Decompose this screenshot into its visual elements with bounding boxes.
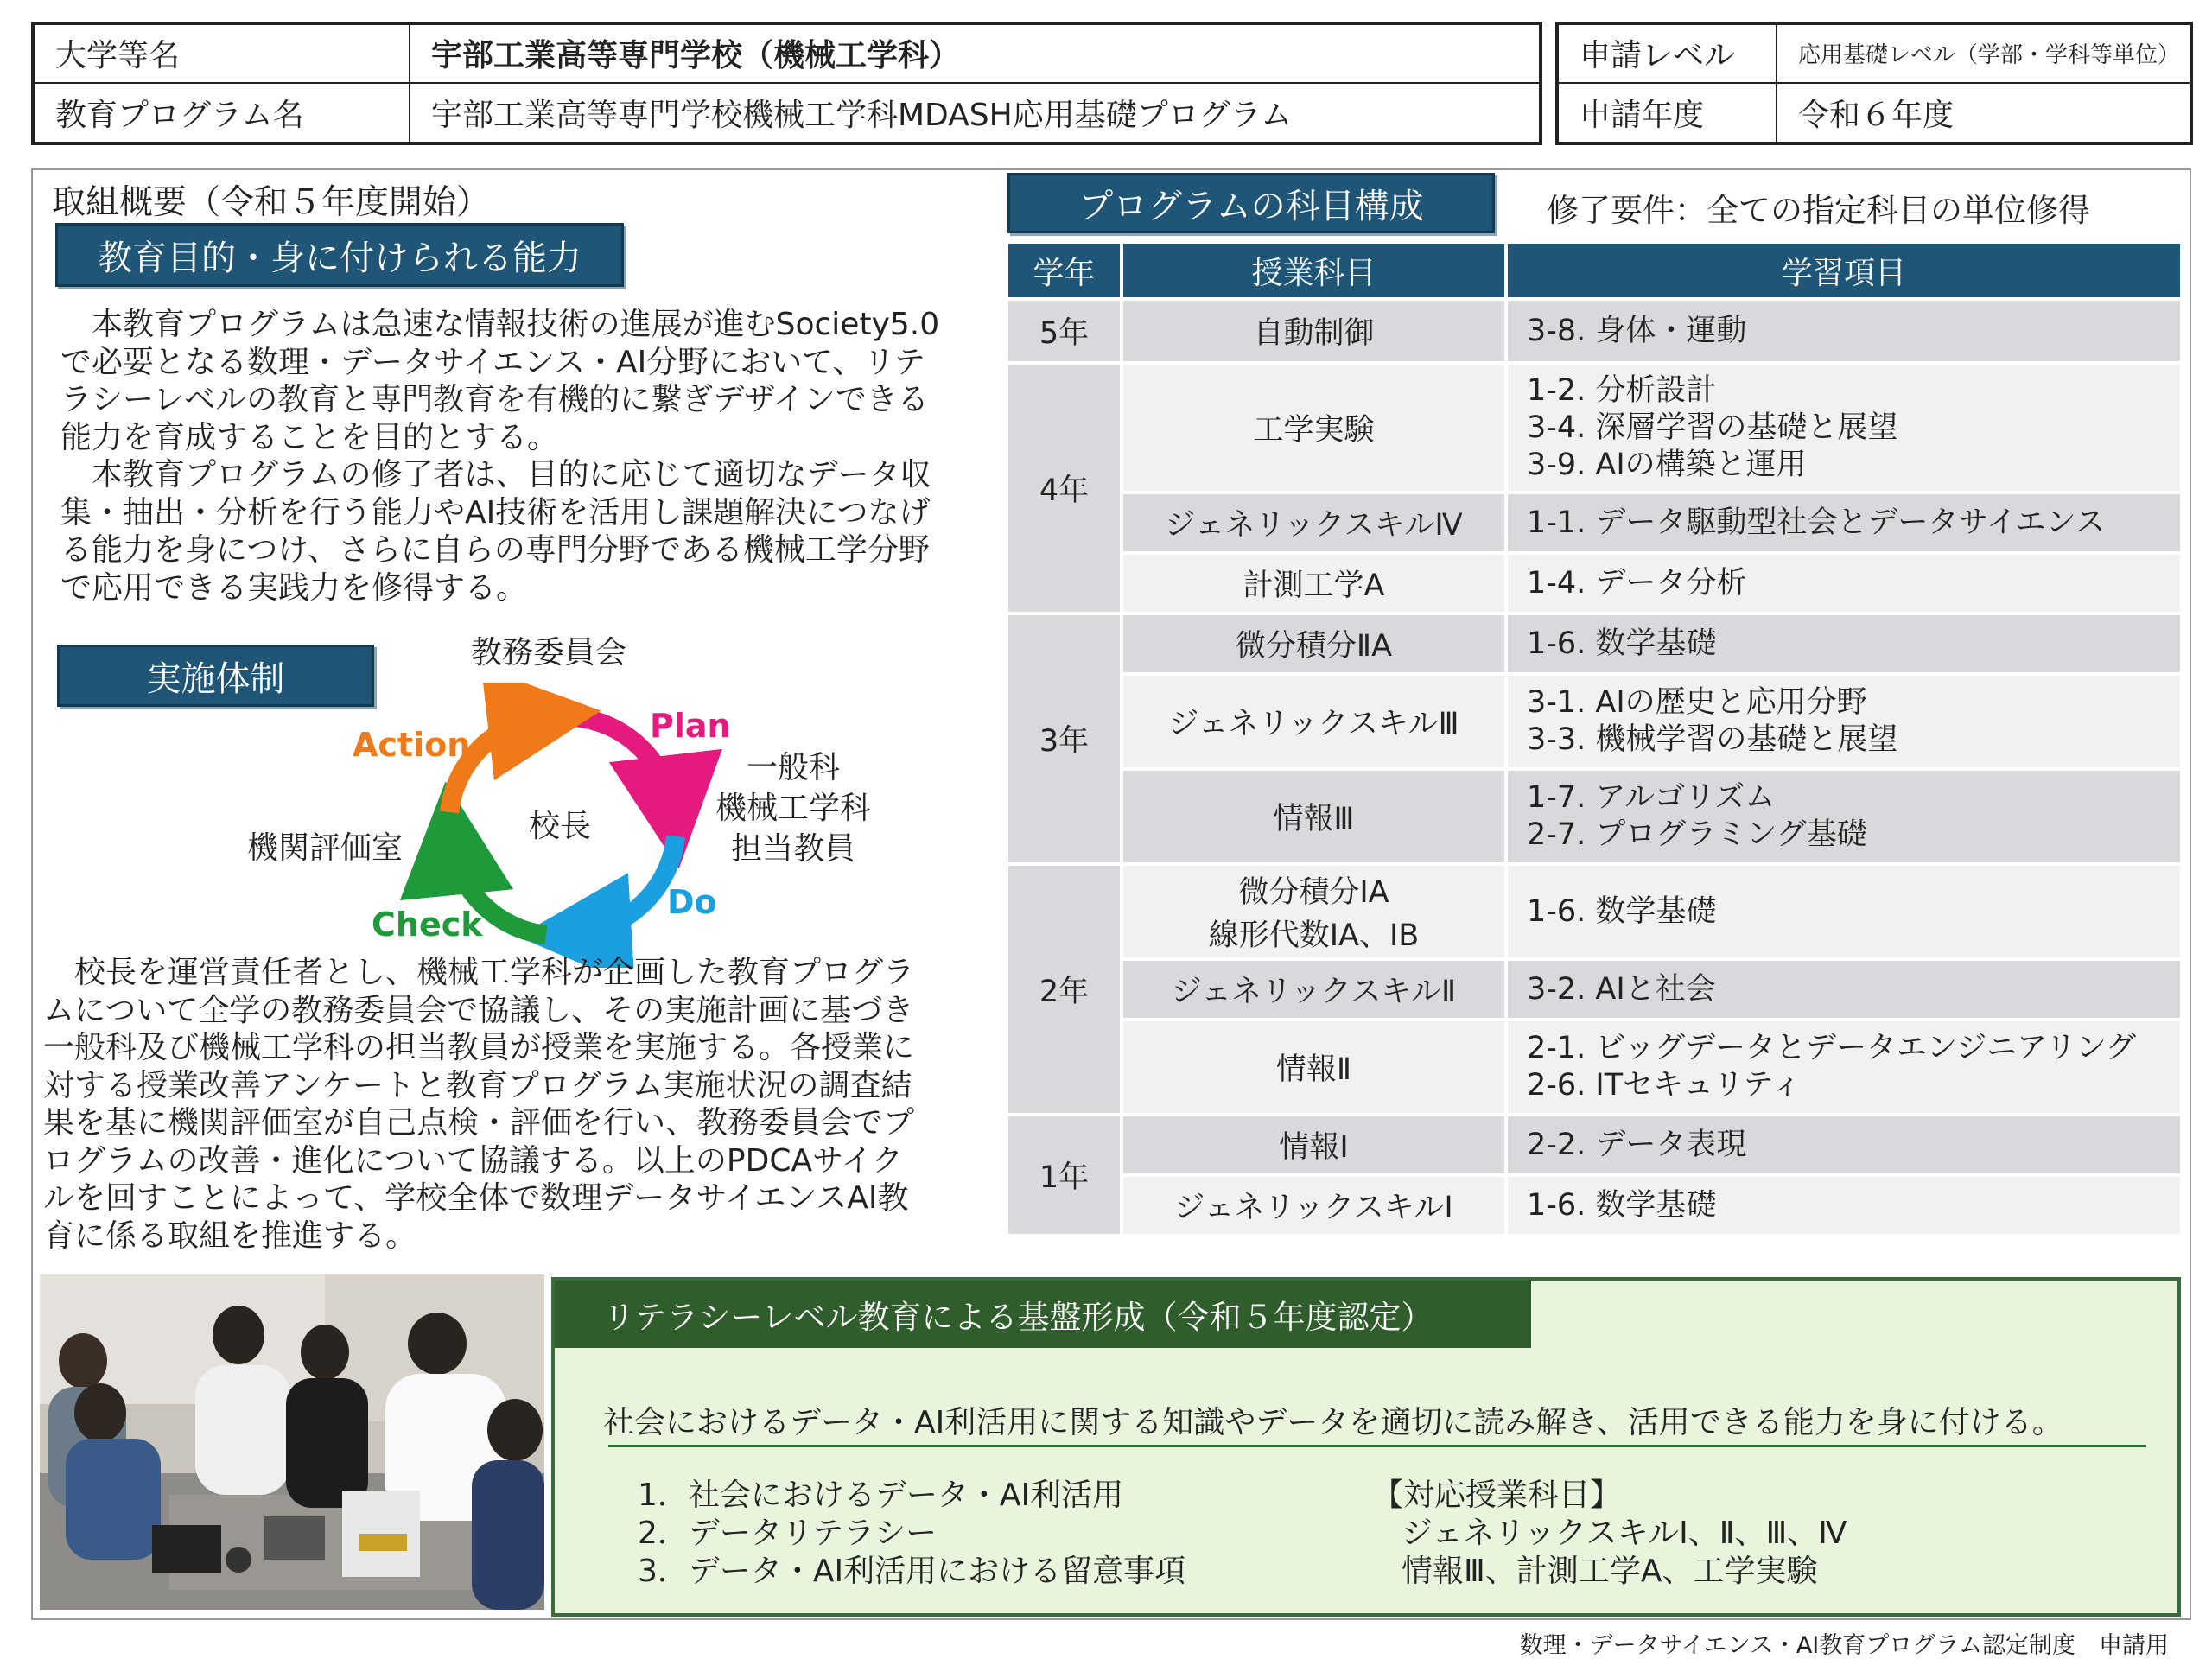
subject-name: ジェネリックスキルⅠ — [1174, 1191, 1453, 1225]
learning-items-cell — [1506, 299, 2182, 363]
learning-item: 3-8. 身体・運動 — [1527, 313, 1747, 348]
subject-cell — [1122, 493, 1506, 553]
header-application-table — [1555, 22, 2193, 145]
year-value: 令和６年度 — [1798, 97, 1955, 133]
students-photo — [40, 1274, 544, 1610]
system-paragraph — [43, 954, 976, 1255]
purpose-line: 集・抽出・分析を行う能力やAI技術を活用し課題解決につなげ — [60, 494, 931, 531]
subject-name: ジェネリックスキルⅣ — [1165, 508, 1463, 543]
learning-item: 1-6. 数学基礎 — [1527, 1187, 1717, 1223]
subject-cell — [1122, 959, 1506, 1020]
pdca-left-label: 機関評価室 — [247, 830, 404, 866]
col-header-year: 学年 — [1007, 242, 1122, 299]
purpose-line: で必要となる数理・データサイエンス・AI分野において、リテ — [60, 344, 925, 380]
purpose-tag: 教育目的・身に付けられる能力 — [55, 223, 624, 287]
subject-cell — [1122, 299, 1506, 363]
literacy-courses-title: 【対応授業科目】 — [1372, 1478, 1622, 1513]
literacy-item-1: 1．社会におけるデータ・AI利活用 — [638, 1478, 1124, 1513]
literacy-tag: リテラシーレベル教育による基盤形成（令和５年度認定） — [555, 1281, 1531, 1348]
year-cell: 3年 — [1007, 613, 1122, 864]
system-line: ムについて全学の教務委員会で協議し、その実施計画に基づき — [43, 992, 914, 1028]
course-table-header — [1007, 242, 2182, 299]
subject-cell — [1122, 769, 1506, 864]
literacy-item-2: 2．データリテラシー — [638, 1516, 938, 1551]
subject-name: ジェネリックスキルⅡ — [1171, 975, 1457, 1009]
learning-item: 2-6. ITセキュリティ — [1527, 1068, 1802, 1103]
year-cell: 5年 — [1007, 299, 1122, 363]
purpose-line: る能力を身につけ、さらに自らの専門分野である機械工学分野 — [60, 532, 930, 568]
subject-name: 情報Ⅰ — [1279, 1130, 1349, 1165]
level-value: 応用基礎レベル（学部・学科等単位） — [1798, 42, 2181, 69]
subject-cell — [1122, 553, 1506, 613]
learning-items-cell — [1506, 674, 2182, 769]
header-info-table — [31, 22, 1542, 145]
purpose-line: 本教育プログラムの修了者は、目的に応じて適切なデータ収 — [60, 457, 931, 493]
literacy-summary: 社会におけるデータ・AI利活用に関する知識やデータを適切に読み解き、活用できる能力を身に付ける。 — [603, 1405, 2063, 1440]
learning-item: 1-4. データ分析 — [1527, 565, 1747, 601]
subject-name: 自動制御 — [1253, 316, 1375, 351]
course-row — [1007, 959, 2182, 1020]
learning-item: 1-1. データ駆動型社会とデータサイエンス — [1527, 505, 2106, 540]
learning-items-cell — [1506, 613, 2182, 674]
plan-label: Plan — [650, 707, 731, 745]
literacy-item-3: 3．データ・AI利活用における留意事項 — [638, 1554, 1186, 1589]
system-line: 育に係る取組を推進する。 — [43, 1217, 417, 1254]
literacy-courses-1: ジェネリックスキルⅠ、Ⅱ、Ⅲ、Ⅳ — [1402, 1516, 1847, 1551]
pdca-center-label: 校長 — [529, 809, 592, 844]
course-row — [1007, 299, 2182, 363]
course-row — [1007, 363, 2182, 493]
program-label: 教育プログラム名 — [35, 84, 410, 143]
learning-items-cell — [1506, 769, 2182, 864]
learning-items-cell — [1506, 363, 2182, 493]
learning-items-cell — [1506, 493, 2182, 553]
purpose-line: 本教育プログラムは急速な情報技術の進展が進むSociety5.0 — [60, 307, 940, 342]
subject-name: 微分積分ⅡA — [1235, 629, 1393, 664]
learning-items-cell — [1506, 1175, 2182, 1236]
course-row — [1007, 613, 2182, 674]
learning-item: 2-7. プログラミング基礎 — [1527, 817, 1867, 852]
course-row — [1007, 1175, 2182, 1236]
learning-item: 1-6. 数学基礎 — [1527, 893, 1717, 929]
subject-cell — [1122, 1175, 1506, 1236]
learning-item: 3-2. AIと社会 — [1527, 971, 1716, 1007]
completion-requirement: 修了要件：全ての指定科目の単位修得 — [1547, 192, 2090, 229]
literacy-box — [551, 1277, 2181, 1617]
year-label: 申請年度 — [1559, 84, 1777, 143]
literacy-underline — [608, 1445, 2146, 1447]
system-line: 校長を運営責任者とし、機械工学科が企画した教育プログラ — [43, 955, 915, 990]
learning-item: 1-2. 分析設計 — [1527, 372, 1717, 408]
col-header-subject: 授業科目 — [1122, 242, 1506, 299]
course-table — [1005, 240, 2183, 1237]
learning-items-cell — [1506, 864, 2182, 959]
learning-items-cell — [1506, 1115, 2182, 1175]
literacy-courses-2: 情報Ⅲ、計測工学A、工学実験 — [1402, 1554, 1818, 1589]
learning-item: 2-1. ビッグデータとデータエンジニアリング — [1527, 1031, 2137, 1065]
subject-name: 工学実験 — [1253, 413, 1375, 448]
system-line: 対する授業改善アンケートと教育プログラム実施状況の調査結 — [43, 1067, 912, 1103]
learning-item: 1-6. 数学基礎 — [1527, 626, 1717, 661]
university-label: 大学等名 — [35, 25, 410, 82]
subject-cell — [1122, 1115, 1506, 1175]
program-tag: プログラムの科目構成 — [1007, 173, 1495, 233]
learning-item: 3-4. 深層学習の基礎と展望 — [1527, 410, 1898, 445]
course-row — [1007, 769, 2182, 864]
footer-note: 数理・データサイエンス・AI教育プログラム認定制度 申請用 — [1519, 1632, 2169, 1659]
subject-cell — [1122, 674, 1506, 769]
purpose-line: ラシーレベルの教育と専門教育を有機的に繋ぎデザインできる — [60, 382, 929, 417]
col-header-items: 学習項目 — [1506, 242, 2182, 299]
year-cell: 2年 — [1007, 864, 1122, 1115]
course-row — [1007, 864, 2182, 959]
header-row-level — [1559, 25, 2190, 84]
system-line: ログラムの改善・進化について協議する。以上のPDCAサイク — [43, 1142, 903, 1179]
program-value: 宇部工業高等専門学校機械工学科MDASH応用基礎プログラム — [431, 97, 1293, 133]
learning-item: 3-1. AIの歴史と応用分野 — [1527, 685, 1867, 720]
course-row — [1007, 553, 2182, 613]
course-row — [1007, 674, 2182, 769]
level-label: 申請レベル — [1559, 25, 1777, 82]
check-label: Check — [372, 906, 483, 944]
header-row-university — [35, 25, 1539, 84]
do-label: Do — [667, 883, 717, 921]
subject-name: 線形代数ⅠA、ⅠB — [1208, 918, 1420, 953]
action-label: Action — [353, 726, 471, 764]
course-row — [1007, 1020, 2182, 1115]
learning-items-cell — [1506, 959, 2182, 1020]
do-arrow — [575, 836, 676, 933]
subject-name: 情報Ⅲ — [1273, 802, 1355, 836]
subject-cell — [1122, 613, 1506, 674]
learning-item: 2-2. データ表現 — [1527, 1127, 1747, 1162]
overview-title: 取組概要（令和５年度開始） — [52, 183, 491, 222]
purpose-paragraph — [60, 306, 976, 607]
pdca-right-label — [715, 747, 871, 869]
pdca-right-label-line: 担当教員 — [731, 831, 856, 867]
subject-name: 微分積分ⅠA — [1238, 875, 1389, 910]
pdca-right-label-line: 機械工学科 — [715, 791, 872, 826]
purpose-line: で応用できる実践力を修得する。 — [60, 569, 528, 606]
university-value: 宇部工業高等専門学校（機械工学科） — [431, 38, 961, 74]
system-line: 果を基に機関評価室が自己点検・評価を行い、教務委員会でプ — [43, 1105, 915, 1141]
system-line: 一般科及び機械工学科の担当教員が授業を実施する。各授業に — [43, 1030, 915, 1065]
year-cell: 1年 — [1007, 1115, 1122, 1236]
learning-item: 1-7. アルゴリズム — [1527, 780, 1776, 815]
course-row — [1007, 1115, 2182, 1175]
learning-item: 3-9. AIの構築と運用 — [1527, 447, 1807, 482]
course-row — [1007, 493, 2182, 553]
system-line: ルを回すことによって、学校全体で数理データサイエンスAI教 — [43, 1180, 909, 1216]
subject-cell — [1122, 1020, 1506, 1115]
year-cell: 4年 — [1007, 363, 1122, 613]
pdca-top-label: 教務委員会 — [471, 635, 627, 671]
header-row-program — [35, 84, 1539, 143]
header-row-year — [1559, 84, 2190, 143]
learning-item: 3-3. 機械学習の基礎と展望 — [1527, 722, 1898, 757]
subject-cell — [1122, 363, 1506, 493]
pdca-right-label-line: 一般科 — [747, 750, 841, 785]
purpose-line: 能力を育成することを目的とする。 — [60, 419, 559, 455]
learning-items-cell — [1506, 1020, 2182, 1115]
subject-name: 情報Ⅱ — [1275, 1052, 1352, 1087]
subject-name: ジェネリックスキルⅢ — [1168, 707, 1459, 741]
learning-items-cell — [1506, 553, 2182, 613]
subject-cell — [1122, 864, 1506, 959]
system-tag: 実施体制 — [57, 645, 374, 707]
subject-name: 計測工学A — [1243, 569, 1385, 603]
